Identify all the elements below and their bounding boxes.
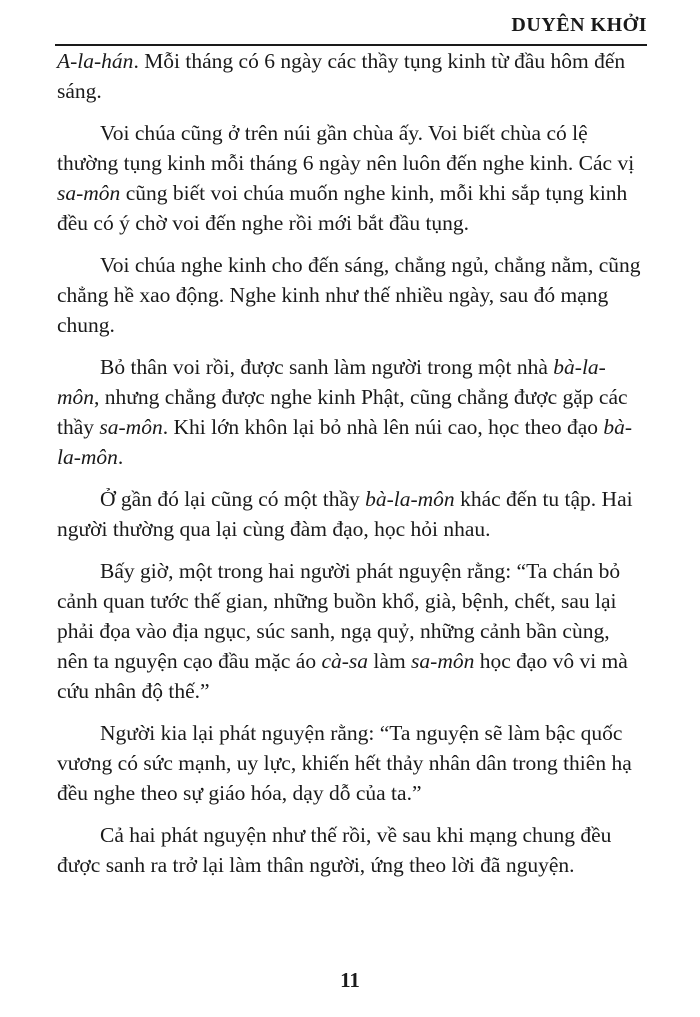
text-run: Voi chúa nghe kinh cho đến sáng, chẳng ngủ, chẳng nằm, cũng chẳng hề xao động. Nghe kinh như thế nhiều ngày, sau đó mạng chung. [57, 253, 641, 337]
text-run: Ở gần đó lại cũng có một thầy [100, 487, 366, 511]
running-header [55, 8, 647, 46]
body-text [57, 46, 645, 892]
text-run: cũng biết voi chúa muốn nghe kinh, mỗi khi sắp tụng kinh đều có ý chờ voi đến nghe rồi mới bắt đầu tụng. [57, 181, 628, 235]
text-run: . [117, 445, 124, 469]
text-italic: bà-la-môn [57, 415, 633, 469]
paragraph [57, 352, 645, 472]
text-run: , nhưng chẳng được nghe kinh Phật, cũng chẳng được gặp các thầy [57, 385, 628, 439]
text-run: Cả hai phát nguyện như thế rồi, về sau khi mạng chung đều được sanh ra trở lại làm thân người, ứng theo lời đã nguyện. [57, 823, 612, 877]
text-italic: sa-môn [411, 649, 475, 673]
paragraph [57, 556, 645, 706]
paragraph [57, 820, 645, 880]
text-italic: sa-môn [99, 415, 163, 439]
paragraph [57, 46, 645, 106]
text-run: Người kia lại phát nguyện rằng: “Ta nguyện sẽ làm bậc quốc vương có sức mạnh, uy lực, khiến hết thảy nhân dân trong thiên hạ đều nghe theo sự giáo hóa, dạy dỗ của ta.” [57, 721, 632, 805]
paragraph [57, 718, 645, 808]
text-run: . Khi lớn khôn lại bỏ nhà lên núi cao, học theo đạo [162, 415, 604, 439]
text-italic: A-la-hán [57, 49, 134, 73]
paragraph [57, 118, 645, 238]
text-run: Bấy giờ, một trong hai người phát nguyện rằng: “Ta chán bỏ cảnh quan tước thế gian, những buồn khổ, già, bệnh, chết, sau lại phải đọa vào địa ngục, súc sanh, ngạ quỷ, những cảnh bần cùng, nên ta nguyện cạo đầu mặc áo [57, 559, 621, 673]
text-italic: bà-la-môn [365, 487, 455, 511]
text-run: Bỏ thân voi rồi, được sanh làm người trong một nhà [100, 355, 554, 379]
text-run: học đạo vô vi mà cứu nhân độ thế.” [57, 649, 628, 703]
paragraph [57, 250, 645, 340]
text-run: Voi chúa cũng ở trên núi gần chùa ấy. Voi biết chùa có lệ thường tụng kinh mỗi tháng 6 ngày nên luôn đến nghe kinh. Các vị [57, 121, 635, 175]
page-number: 11 [340, 968, 360, 992]
text-italic: sa-môn [57, 181, 121, 205]
text-run: khác đến tu tập. Hai người thường qua lại cùng đàm đạo, học hỏi nhau. [57, 487, 633, 541]
text-run: . Mỗi tháng có 6 ngày các thầy tụng kinh từ đầu hôm đến sáng. [57, 49, 626, 103]
text-italic: bà-la-môn [57, 355, 606, 409]
paragraph [57, 484, 645, 544]
text-italic: cà-sa [321, 649, 369, 673]
chapter-title: DUYÊN KHỞI [511, 14, 647, 36]
text-run: làm [368, 649, 412, 673]
